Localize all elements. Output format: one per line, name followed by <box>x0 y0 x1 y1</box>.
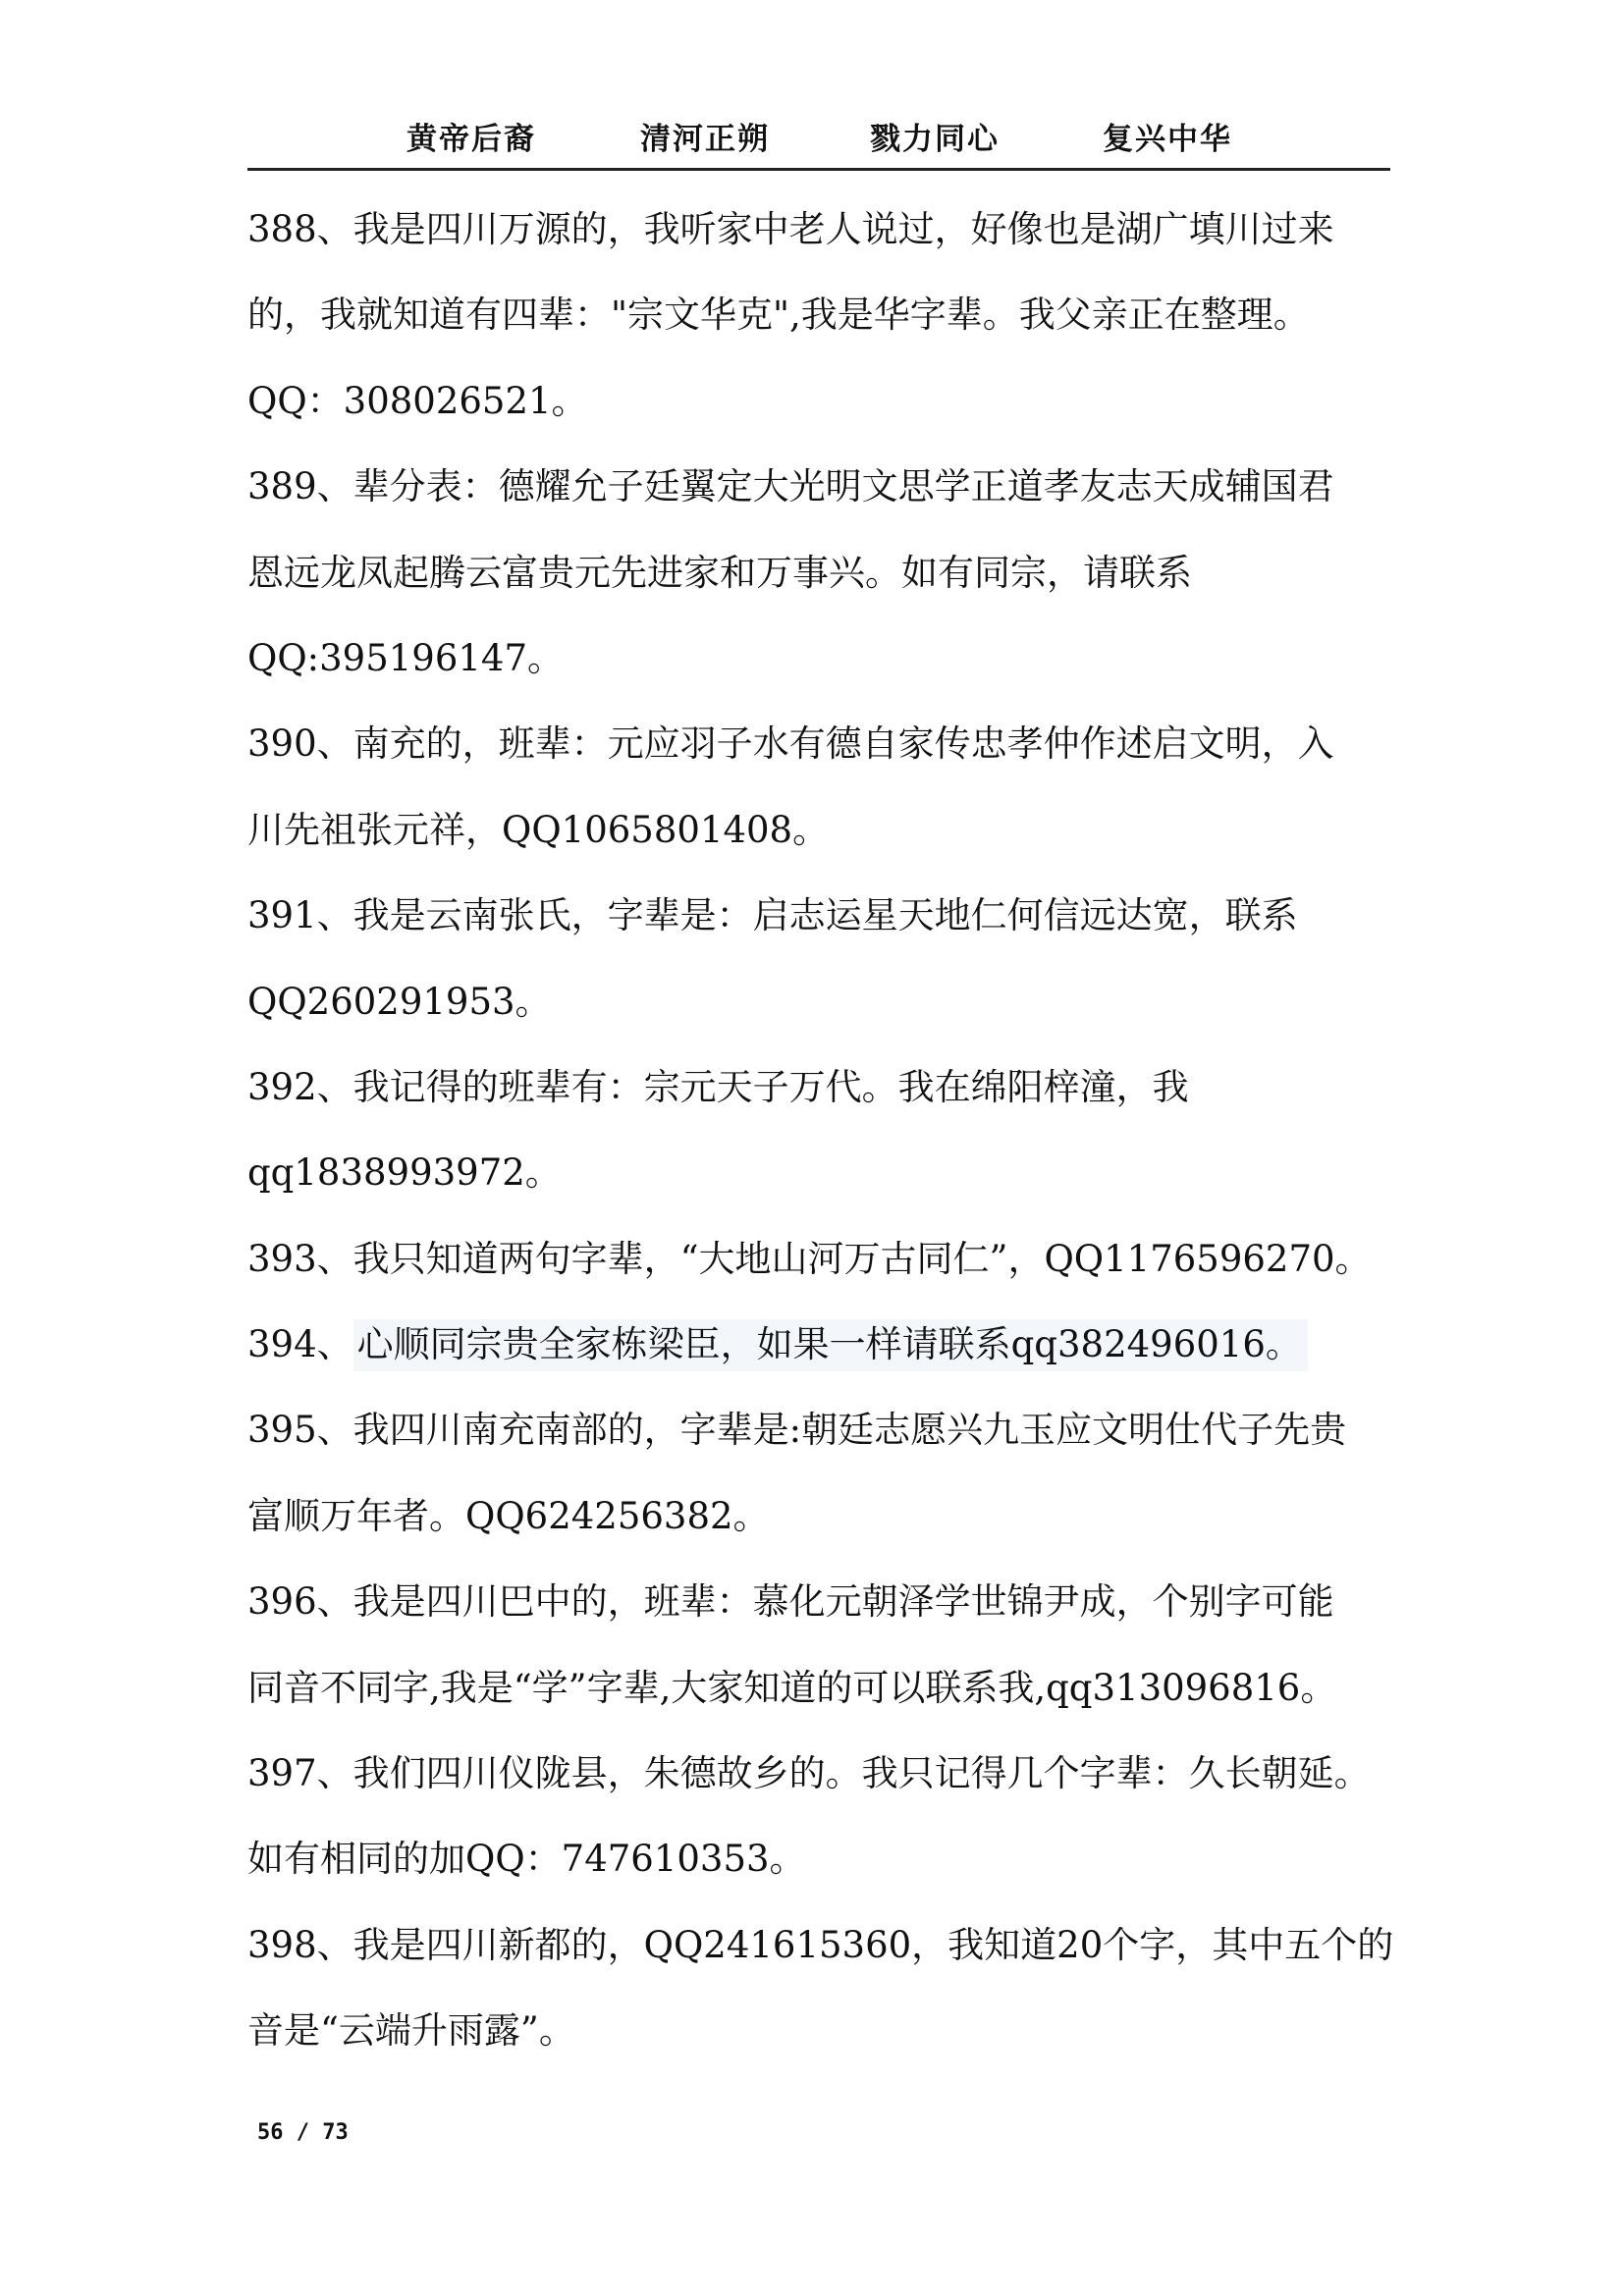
text-line: 389、辈分表：德耀允子廷翼定大光明文思学正道孝友志天成辅国君 <box>247 465 1334 508</box>
page-header <box>247 118 1390 169</box>
text-line: 391、我是云南张氏，字辈是：启志运星天地仁何信远达宽，联系 <box>247 894 1298 937</box>
text-line: qq1838993972。 <box>247 1151 562 1195</box>
header-motto-3: 戮力同心 <box>870 122 1000 157</box>
text-line: 397、我们四川仪陇县，朱德故乡的。我只记得几个字辈：久长朝延。 <box>247 1752 1371 1795</box>
text-line: 393、我只知道两句字辈，“大地山河万古同仁”，QQ1176596270。 <box>247 1237 1372 1280</box>
text-line: 同音不同字,我是“学”字辈,大家知道的可以联系我,qq313096816。 <box>247 1666 1337 1709</box>
text-line: 音是“云端升雨露”。 <box>247 2009 575 2053</box>
text-line-394 <box>247 1302 1390 1387</box>
text-line: 395、我四川南充南部的，字辈是:朝廷志愿兴九玉应文明仕代子先贵 <box>247 1409 1347 1452</box>
page-number: 56 / 73 <box>257 2120 349 2145</box>
text-line: 396、我是四川巴中的，班辈：慕化元朝泽学世锦尹成，个别字可能 <box>247 1580 1334 1624</box>
text-line: 392、我记得的班辈有：宗元天子万代。我在绵阳梓潼，我 <box>247 1065 1189 1108</box>
entry-number-394: 394、 <box>247 1323 353 1366</box>
document-body <box>247 187 1394 2074</box>
text-line: QQ260291953。 <box>247 980 552 1023</box>
highlighted-text: 心顺同宗贵全家栋梁臣，如果一样请联系qq382496016。 <box>353 1319 1308 1371</box>
text-line: 川先祖张元祥，QQ1065801408。 <box>247 808 830 851</box>
text-line: 390、南充的，班辈：元应羽子水有德自家传忠孝仲作述启文明，入 <box>247 722 1334 766</box>
text-line: QQ：308026521。 <box>247 379 588 422</box>
text-line: 398、我是四川新都的，QQ241615360，我知道20个字，其中五个的 <box>247 1923 1394 1966</box>
text-line: 388、我是四川万源的，我听家中老人说过，好像也是湖广填川过来 <box>247 208 1334 250</box>
header-motto-4: 复兴中华 <box>1103 122 1232 157</box>
text-line: QQ:395196147。 <box>247 636 564 679</box>
text-line: 如有相同的加QQ：747610353。 <box>247 1838 806 1881</box>
header-motto-2: 清河正朔 <box>640 122 770 157</box>
text-line: 恩远龙凤起腾云富贵元先进家和万事兴。如有同宗，请联系 <box>247 551 1192 594</box>
text-line: 的，我就知道有四辈："宗文华克",我是华字辈。我父亲正在整理。 <box>247 294 1310 337</box>
header-divider <box>247 168 1390 171</box>
text-line: 富顺万年者。QQ624256382。 <box>247 1494 770 1537</box>
header-motto-1: 黄帝后裔 <box>406 122 536 157</box>
